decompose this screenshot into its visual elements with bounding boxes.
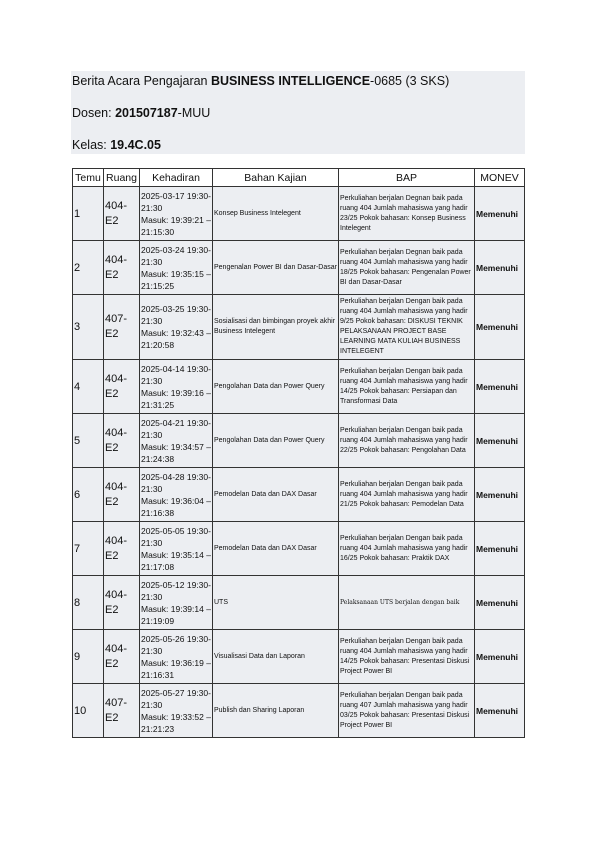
monev-cell: Memenuhi <box>475 187 525 241</box>
attendance-cell <box>140 187 213 241</box>
room-cell: 404-E2 <box>104 414 140 468</box>
schedule-time: 2025-04-28 19:30-21:30 <box>141 471 211 494</box>
meeting-number: 6 <box>73 468 104 522</box>
table-row <box>73 522 525 576</box>
meeting-number: 10 <box>73 684 104 738</box>
col-header-topic: Bahan Kajian <box>213 169 339 187</box>
col-header-monev: MONEV <box>475 169 525 187</box>
attendance-cell <box>140 468 213 522</box>
room-cell: 404-E2 <box>104 187 140 241</box>
schedule-time: 2025-05-12 19:30-21:30 <box>141 579 211 602</box>
room-cell: 404-E2 <box>104 576 140 630</box>
table-row <box>73 576 525 630</box>
monev-cell: Memenuhi <box>475 576 525 630</box>
topic-cell: Pemodelan Data dan DAX Dasar <box>213 522 339 576</box>
table-row <box>73 241 525 295</box>
document-header <box>71 71 525 154</box>
check-in-time: Masuk: 19:34:57 – 21:24:38 <box>141 441 211 464</box>
check-in-time: Masuk: 19:39:14 – 21:19:09 <box>141 603 211 626</box>
check-in-time: Masuk: 19:32:43 – 21:20:58 <box>141 328 211 350</box>
lecturer-label: Dosen: <box>72 106 116 120</box>
lecturer-line <box>72 106 210 120</box>
table-row <box>73 414 525 468</box>
title-prefix: Berita Acara Pengajaran <box>72 74 211 88</box>
col-header-attendance: Kehadiran <box>140 169 213 187</box>
monev-cell: Memenuhi <box>475 360 525 414</box>
class-value: 19.4C.05 <box>110 138 161 152</box>
check-in-time: Masuk: 19:35:15 – 21:15:25 <box>141 268 211 291</box>
monev-cell: Memenuhi <box>475 522 525 576</box>
meeting-number: 3 <box>73 295 104 360</box>
room-cell: 404-E2 <box>104 360 140 414</box>
attendance-cell <box>140 522 213 576</box>
room-cell: 404-E2 <box>104 241 140 295</box>
col-header-meeting: Temu <box>73 169 104 187</box>
monev-cell: Memenuhi <box>475 414 525 468</box>
course-code: -0685 (3 SKS) <box>370 74 450 88</box>
schedule-time: 2025-05-26 19:30-21:30 <box>141 633 211 656</box>
schedule-time: 2025-04-14 19:30-21:30 <box>141 363 211 386</box>
schedule-time: 2025-05-27 19:30-21:30 <box>141 687 211 710</box>
schedule-time: 2025-04-21 19:30-21:30 <box>141 417 211 440</box>
meeting-number: 8 <box>73 576 104 630</box>
topic-cell: Pemodelan Data dan DAX Dasar <box>213 468 339 522</box>
bap-cell: Pelaksanaan UTS berjalan dengan baik <box>339 576 475 630</box>
room-cell: 404-E2 <box>104 630 140 684</box>
table-row <box>73 468 525 522</box>
topic-cell: Pengolahan Data dan Power Query <box>213 360 339 414</box>
table-row <box>73 187 525 241</box>
monev-cell: Memenuhi <box>475 684 525 738</box>
meeting-number: 2 <box>73 241 104 295</box>
monev-cell: Memenuhi <box>475 468 525 522</box>
attendance-cell <box>140 295 213 360</box>
topic-cell: UTS <box>213 576 339 630</box>
attendance-cell <box>140 684 213 738</box>
table-row <box>73 684 525 738</box>
meeting-number: 9 <box>73 630 104 684</box>
topic-cell: Visualisasi Data dan Laporan <box>213 630 339 684</box>
schedule-time: 2025-03-24 19:30-21:30 <box>141 244 211 267</box>
topic-cell: Publish dan Sharing Laporan <box>213 684 339 738</box>
bap-cell: Perkuliahan berjalan Degnan baik pada ruang 404 Jumlah mahasiswa yang hadir 23/25 Pokok bahasan: Konsep Business Intelegent <box>339 187 475 241</box>
room-cell: 407-E2 <box>104 295 140 360</box>
check-in-time: Masuk: 19:39:21 – 21:15:30 <box>141 214 211 237</box>
check-in-time: Masuk: 19:36:04 – 21:16:38 <box>141 495 211 518</box>
room-cell: 404-E2 <box>104 468 140 522</box>
schedule-time: 2025-05-05 19:30-21:30 <box>141 525 211 548</box>
meeting-number: 5 <box>73 414 104 468</box>
class-label: Kelas: <box>72 138 111 152</box>
table-row <box>73 360 525 414</box>
check-in-time: Masuk: 19:36:19 – 21:16:31 <box>141 657 211 680</box>
bap-cell: Perkuliahan berjalan Dengan baik pada ruang 404 Jumlah mahasiswa yang hadir 21/25 Pokok bahasan: Pemodelan Data <box>339 468 475 522</box>
check-in-time: Masuk: 19:35:14 – 21:17:08 <box>141 549 211 572</box>
attendance-cell <box>140 360 213 414</box>
attendance-cell <box>140 241 213 295</box>
bap-cell: Perkuliahan berjalan Dengan baik pada ruang 404 Jumlah mahasiswa yang hadir 14/25 Pokok bahasan: Presentasi Diskusi Project Power BI <box>339 630 475 684</box>
bap-cell: Perkuliahan berjalan Dengan baik pada ruang 407 Jumlah mahasiswa yang hadir 03/25 Pokok bahasan: Presentasi Diskusi Project Power BI <box>339 684 475 738</box>
room-cell: 404-E2 <box>104 522 140 576</box>
attendance-cell <box>140 576 213 630</box>
table-row <box>73 630 525 684</box>
class-line <box>72 138 161 152</box>
monev-cell: Memenuhi <box>475 295 525 360</box>
monev-cell: Memenuhi <box>475 241 525 295</box>
bap-cell: Perkuliahan berjalan Dengan baik pada ruang 404 Jumlah mahasiswa yang hadir 14/25 Pokok bahasan: Persiapan dan Transformasi Data <box>339 360 475 414</box>
lecturer-code: -MUU <box>177 106 211 120</box>
attendance-table <box>72 168 525 738</box>
col-header-bap: BAP <box>339 169 475 187</box>
bap-cell: Perkuliahan berjalan Dengan baik pada ruang 404 Jumlah mahasiswa yang hadir 22/25 Pokok bahasan: Pengolahan Data <box>339 414 475 468</box>
table-row <box>73 295 525 360</box>
bap-cell: Perkuliahan berjalan Dengan baik pada ruang 404 Jumlah mahasiswa yang hadir 16/25 Pokok bahasan: Praktik DAX <box>339 522 475 576</box>
monev-cell: Memenuhi <box>475 630 525 684</box>
room-cell: 407-E2 <box>104 684 140 738</box>
col-header-room: Ruang <box>104 169 140 187</box>
bap-cell: Perkuliahan berjalan Degnan baik pada ruang 404 Jumlah mahasiswa yang hadir 18/25 Pokok bahasan: Pengenalan Power BI dan Dasar-Dasar <box>339 241 475 295</box>
schedule-time: 2025-03-25 19:30-21:30 <box>141 304 211 326</box>
topic-cell: Pengolahan Data dan Power Query <box>213 414 339 468</box>
meeting-number: 4 <box>73 360 104 414</box>
topic-cell: Konsep Business Intelegent <box>213 187 339 241</box>
attendance-cell <box>140 414 213 468</box>
course-name: BUSINESS INTELLIGENCE <box>210 74 371 88</box>
lecturer-id: 201507187 <box>115 106 178 120</box>
topic-cell: Pengenalan Power BI dan Dasar-Dasar <box>213 241 339 295</box>
attendance-cell <box>140 630 213 684</box>
schedule-time: 2025-03-17 19:30-21:30 <box>141 190 211 213</box>
document-title <box>72 74 449 88</box>
check-in-time: Masuk: 19:33:52 – 21:21:23 <box>141 711 211 734</box>
meeting-number: 7 <box>73 522 104 576</box>
topic-cell: Sosialisasi dan bimbingan proyek akhir Business Intelegent <box>213 295 339 360</box>
table-header-row <box>73 169 525 187</box>
check-in-time: Masuk: 19:39:16 – 21:31:25 <box>141 387 211 410</box>
bap-cell: Perkuliahan berjalan Dengan baik pada ruang 404 Jumlah mahasiswa yang hadir 9/25 Pokok bahasan: DISKUSI TEKNIK PELAKSANAAN PROJECT BASE LEARNING MATA KULIAH BUSINESS INTELEGENT <box>339 295 475 360</box>
meeting-number: 1 <box>73 187 104 241</box>
